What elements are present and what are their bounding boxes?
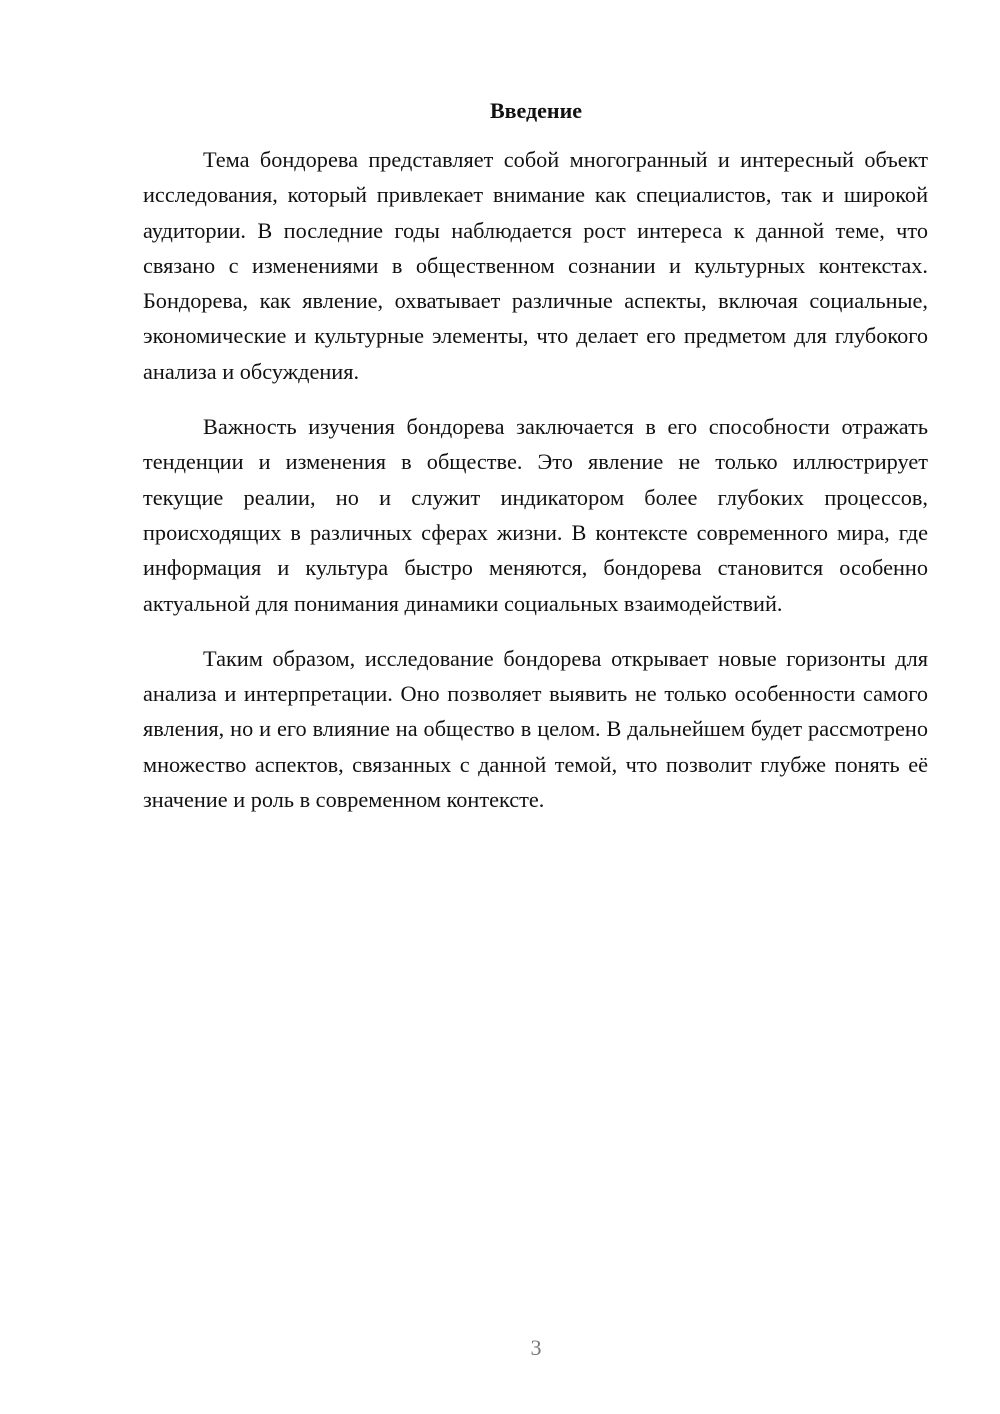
paragraph-2: Важность изучения бондорева заключается в его способности отражать тенденции и изменения в обществе. Это явление не только иллюстрирует текущие реалии, но и служит индикатором более глубоких процессов, происходящих в различных сферах жизни. В контексте современного мира, где информация и культура быстро меняются, бондорева становится особенно актуальной для понимания динамики социальных взаимодействий. — [143, 414, 928, 616]
document-body — [143, 142, 928, 817]
page-number: 3 — [530, 1335, 542, 1360]
page-title: Введение — [489, 98, 583, 123]
paragraph-3: Таким образом, исследование бондорева открывает новые горизонты для анализа и интерпретации. Оно позволяет выявить не только особенности самого явления, но и его влияние на общество в целом. В дальнейшем будет рассмотрено множество аспектов, связанных с данной темой, что позволит глубже понять её значение и роль в современном контексте. — [143, 645, 928, 813]
paragraph-1: Тема бондорева представляет собой многогранный и интересный объект исследования, который привлекает внимание как специалистов, так и широкой аудитории. В последние годы наблюдается рост интереса к данной теме, что связано с изменениями в общественном сознании и культурных контекстах. Бондорева, как явление, охватывает различные аспекты, включая социальные, экономические и культурные элементы, что делает его предметом для глубокого анализа и обсуждения. — [143, 147, 928, 384]
